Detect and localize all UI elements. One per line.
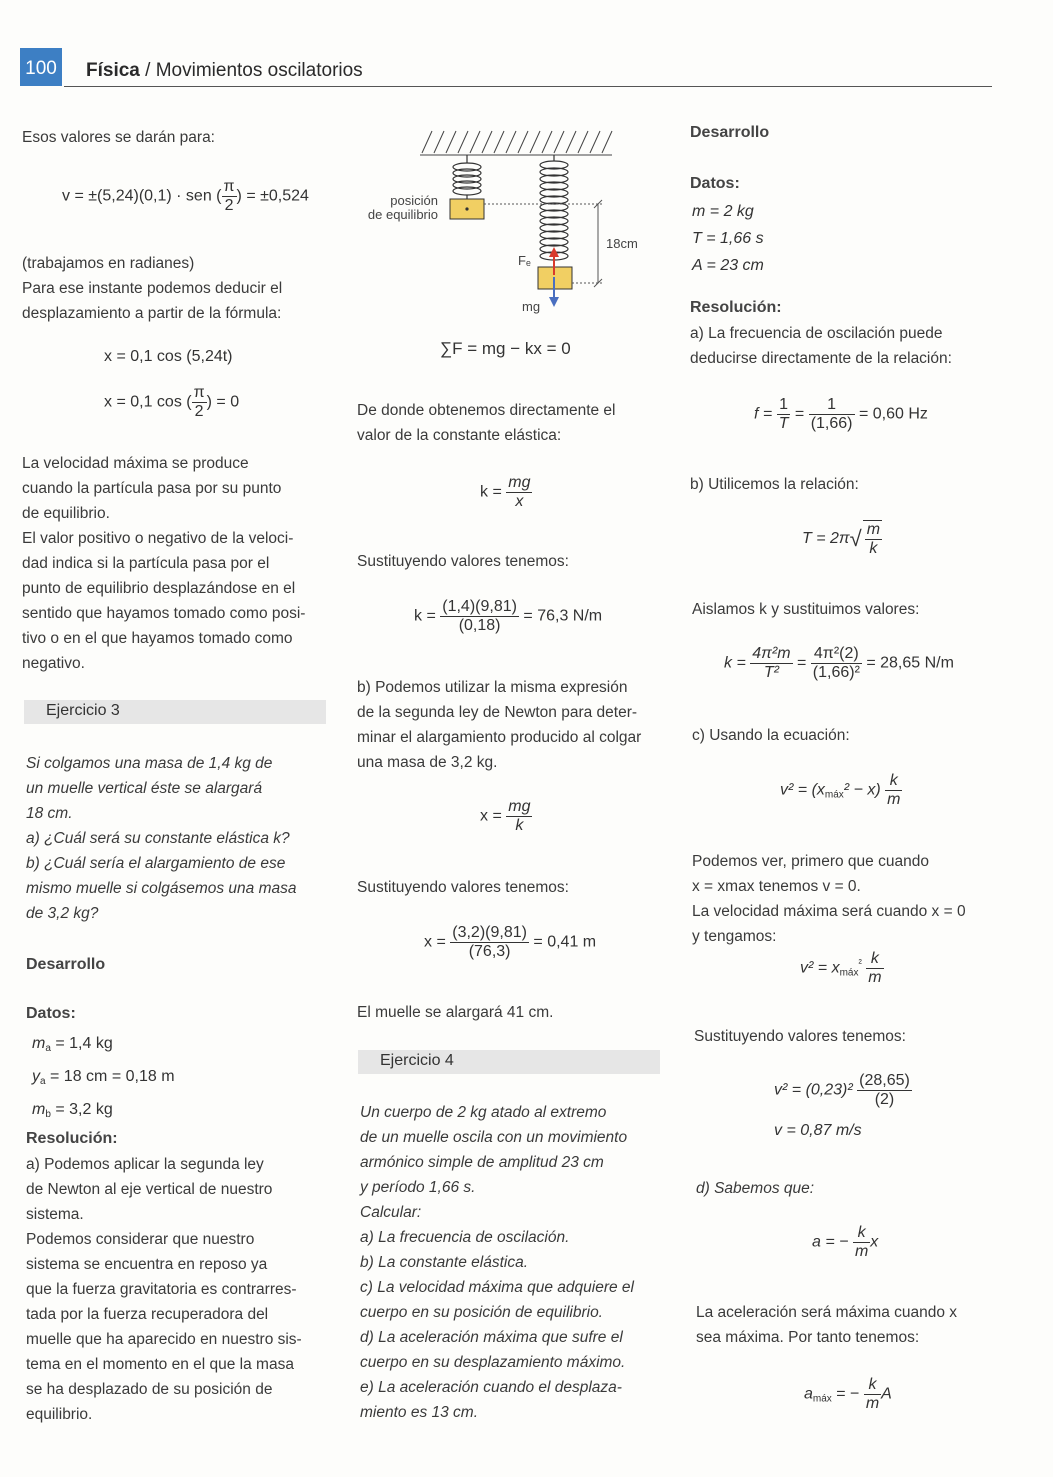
datos-item: T = 1,66 s xyxy=(692,230,764,247)
label-mg: mg xyxy=(522,299,541,314)
eq-v4 xyxy=(774,1072,912,1109)
res-line: tema en el momento en el que la masa xyxy=(26,1356,294,1373)
eq-v3-sub: máx xyxy=(839,967,859,979)
col1-p4-line: negativo. xyxy=(22,655,85,672)
page-number: 100 xyxy=(20,48,62,86)
datos-sub: b xyxy=(45,1109,51,1120)
res-line: Podemos considerar que nuestro xyxy=(26,1231,255,1248)
res-line: a) Podemos aplicar la segunda ley xyxy=(26,1156,264,1173)
col1-desarrollo-heading: Desarrollo xyxy=(26,956,106,973)
eq-v2-lhs: v² = (x xyxy=(780,781,825,799)
col1-block2 xyxy=(22,251,342,326)
exercise-4-title: Ejercicio 4 xyxy=(380,1052,454,1069)
eq-f-n2: 1 xyxy=(809,396,855,415)
col3-block1 xyxy=(690,321,1020,371)
col1-p4-line: El valor positivo o negativo de la veloci- xyxy=(22,530,294,547)
ex4-line: b) La constante elástica. xyxy=(360,1254,529,1271)
ex4-line: miento es 13 cm. xyxy=(360,1404,479,1421)
ex3-line: 18 cm. xyxy=(26,805,73,822)
eq-v4-num: (28,65) xyxy=(859,1072,910,1089)
ex4-line: cuerpo en su desplazamiento máximo. xyxy=(360,1354,626,1371)
col2-p4 xyxy=(357,875,667,900)
eq-v-num: π xyxy=(223,178,235,195)
res-line: equilibrio. xyxy=(26,1406,93,1423)
col3-p8-line: sea máxima. Por tanto tenemos: xyxy=(696,1329,920,1346)
col3-p1-line: a) La frecuencia de oscilación puede xyxy=(690,325,943,342)
ex4-line: armónico simple de amplitud 23 cm xyxy=(360,1154,604,1171)
eq-v5: v = 0,87 m/s xyxy=(774,1122,862,1139)
eq-k2-num: (1,4)(9,81) xyxy=(442,598,517,615)
eq-k3-n2: 4π²(2) xyxy=(811,645,862,664)
eq-k3-n1: 4π²m xyxy=(752,645,791,662)
header-rule xyxy=(64,86,992,87)
col3-desarrollo-heading: Desarrollo xyxy=(690,124,770,141)
datos-item: m = 2 kg xyxy=(692,203,754,220)
eq-x3-lhs: x = xyxy=(480,807,502,825)
eq-x2-rhs: ) = 0 xyxy=(206,393,240,411)
eq-x4-lhs: x = xyxy=(424,933,446,951)
col2-p2 xyxy=(357,549,667,574)
eq-f-rhs: = 0,60 Hz xyxy=(858,405,928,423)
ex3-line: b) ¿Cuál sería el alargamiento de ese xyxy=(26,855,286,872)
col3-p5-line: Podemos ver, primero que cuando xyxy=(692,853,929,870)
exercise-4-text xyxy=(360,1100,670,1425)
ex4-line: d) La aceleración máxima que sufre el xyxy=(360,1329,623,1346)
eq-v2-sub: máx xyxy=(824,789,844,801)
ex4-line: Calcular: xyxy=(360,1204,422,1221)
eq-amax-den: m xyxy=(865,1395,880,1412)
col2-block3 xyxy=(357,675,667,775)
col2-p1-line: De donde obtenemos directamente el xyxy=(357,402,616,419)
weight-arrowhead xyxy=(549,297,559,307)
datos-sub: a xyxy=(40,1076,46,1087)
col2-p5 xyxy=(357,1000,667,1025)
label-fe: Fₑ xyxy=(518,253,531,268)
eq-v4-lhs: v² = (0,23)² xyxy=(774,1081,853,1099)
ex3-line: Si colgamos una masa de 1,4 kg de xyxy=(26,755,273,772)
res-line: que la fuerza gravitatoria es contrarres- xyxy=(26,1281,297,1298)
col1-resolucion-text xyxy=(26,1152,346,1427)
res-line: tada por la fuerza recuperadora del xyxy=(26,1306,269,1323)
label-posicion: posición xyxy=(390,193,438,208)
eq-k1-lhs: k = xyxy=(480,483,502,501)
col3-datos-list xyxy=(692,198,764,279)
eq-v-rhs: ) = ±0,524 xyxy=(236,187,309,205)
col1-p3-line: desplazamiento a partir de la fórmula: xyxy=(22,305,282,322)
col2-p3-line: minar el alargamiento producido al colgar xyxy=(357,729,642,746)
datos-sym: m xyxy=(32,1035,46,1052)
eq-k1-num: mg xyxy=(508,474,531,491)
exercise-3-text xyxy=(26,751,346,926)
label-distance: 18cm xyxy=(606,236,638,251)
eq-k3-d2: (1,66)² xyxy=(812,664,860,681)
col2-block1 xyxy=(357,398,667,448)
col3-p5-line: y tengamos: xyxy=(692,928,777,945)
eq-x3-num: mg xyxy=(508,798,531,815)
eq-amax-rhs: A xyxy=(881,1385,892,1403)
eq-v-lhs: v = ±(5,24)(0,1) · sen ( xyxy=(62,187,222,205)
col3-p4 xyxy=(692,723,1022,748)
col1-intro xyxy=(22,125,342,150)
ex4-line: cuerpo en su posición de equilibrio. xyxy=(360,1304,603,1321)
exercise-3-title: Ejercicio 3 xyxy=(46,702,120,719)
eq-k2-lhs: k = xyxy=(414,607,436,625)
eq-v3-lhs: v² = x xyxy=(800,959,840,977)
eq-k3-rhs: = 28,65 N/m xyxy=(866,654,954,672)
col3-p8-line: La aceleración será máxima cuando x xyxy=(696,1304,958,1321)
col3-p2 xyxy=(690,472,1020,497)
ex3-line: de 3,2 kg? xyxy=(26,905,99,922)
eq-x1: x = 0,1 cos (5,24t) xyxy=(104,348,233,365)
col1-block3 xyxy=(22,451,342,676)
eq-f-d2: (1,66) xyxy=(810,415,853,432)
res-line: de Newton al eje vertical de nuestro xyxy=(26,1181,273,1198)
col1-resolucion-heading: Resolución: xyxy=(26,1130,118,1147)
col3-p7 xyxy=(696,1176,1026,1201)
spring-diagram xyxy=(350,125,640,325)
col1-p4-line: dad indica si la partícula pasa por el xyxy=(22,555,270,572)
ex3-line: mismo muelle si colgásemos una masa xyxy=(26,880,297,897)
eq-amax-lhs: a xyxy=(804,1385,813,1403)
eq-a-lhs: a = − xyxy=(812,1233,849,1251)
sqrt-icon: √ xyxy=(849,526,862,551)
eq-a-den: m xyxy=(854,1243,869,1260)
label-equilibrio: de equilibrio xyxy=(367,207,438,222)
eq-sum-forces: ∑F = mg − kx = 0 xyxy=(440,339,571,358)
col1-datos-heading: Datos: xyxy=(26,1005,76,1022)
col3-p5-line: x = xmax tenemos v = 0. xyxy=(692,878,861,895)
header-chapter: Movimientos oscilatorios xyxy=(155,60,363,81)
col2-p3-line: una masa de 3,2 kg. xyxy=(357,754,498,771)
col2-p2-line: Sustituyendo valores tenemos: xyxy=(357,553,569,570)
col1-p2: (trabajamos en radianes) xyxy=(22,255,195,272)
eq-amax xyxy=(804,1376,892,1413)
eq-T-den: k xyxy=(869,540,878,557)
datos-item xyxy=(32,1096,175,1129)
eq-a-rhs: x xyxy=(870,1233,879,1251)
eq-amax-sub: máx xyxy=(812,1393,832,1405)
ex4-line: c) La velocidad máxima que adquiere el xyxy=(360,1279,634,1296)
datos-item xyxy=(32,1030,175,1063)
eq-x4-rhs: = 0,41 m xyxy=(533,933,597,951)
col1-p4-line: tivo o en el que hayamos tomado como xyxy=(22,630,293,647)
col3-p6-line: Sustituyendo valores tenemos: xyxy=(694,1028,906,1045)
eq-x2 xyxy=(104,384,239,421)
eq-v-den: 2 xyxy=(224,197,234,214)
col3-p2-line: b) Utilicemos la relación: xyxy=(690,476,859,493)
eq-x4-num: (3,2)(9,81) xyxy=(452,924,527,941)
ex3-line: a) ¿Cuál será su constante elástica k? xyxy=(26,830,290,847)
col3-p6 xyxy=(694,1024,1024,1049)
eq-x2-den: 2 xyxy=(194,403,204,420)
eq-k3-d1: T² xyxy=(763,664,779,681)
eq-v2-mid: ² − x) xyxy=(843,781,881,799)
datos-item: A = 23 cm xyxy=(692,257,764,274)
eq-x2-num: π xyxy=(193,384,205,401)
col3-block5 xyxy=(692,849,1022,949)
header-separator: / xyxy=(139,60,156,81)
eq-T-lhs: T = 2π xyxy=(802,530,850,548)
header-subject: Física xyxy=(86,60,140,81)
datos-sym: m xyxy=(32,1101,46,1118)
eq-k2 xyxy=(414,598,602,635)
ex4-line: a) La frecuencia de oscilación. xyxy=(360,1229,570,1246)
spring-unstretched xyxy=(453,155,481,199)
ex4-line: de un muelle oscila con un movimiento xyxy=(360,1129,628,1146)
col1-p4-line: punto de equilibrio desplazándose en el xyxy=(22,580,296,597)
eq-x3-den: k xyxy=(515,817,524,834)
col3-p3 xyxy=(692,597,1022,622)
eq-amax-num: k xyxy=(864,1376,881,1395)
exercise-3-bar xyxy=(24,700,326,724)
eq-acceleration xyxy=(812,1224,878,1261)
res-line: sistema se encuentra en reposo ya xyxy=(26,1256,268,1273)
col1-datos-list xyxy=(32,1030,175,1129)
eq-a-num: k xyxy=(853,1224,870,1243)
eq-x2-lhs: x = 0,1 cos ( xyxy=(104,393,192,411)
eq-k3-lhs: k = xyxy=(724,654,746,672)
res-line: sistema. xyxy=(26,1206,84,1223)
col2-p5-line: El muelle se alargará 41 cm. xyxy=(357,1004,554,1021)
col3-resolucion-heading: Resolución: xyxy=(690,299,782,316)
ex4-line: Un cuerpo de 2 kg atado al extremo xyxy=(360,1104,607,1121)
col2-p3-line: de la segunda ley de Newton para deter- xyxy=(357,704,638,721)
eq-x4 xyxy=(424,924,596,961)
col3-block8 xyxy=(696,1300,1026,1350)
col3-p7-line: d) Sabemos que: xyxy=(696,1180,815,1197)
running-header xyxy=(86,60,363,82)
mass-center-dot xyxy=(465,207,468,210)
col3-datos-heading: Datos: xyxy=(690,175,740,192)
eq-k1-den: x xyxy=(515,493,524,510)
col1-p4-line: de equilibrio. xyxy=(22,505,110,522)
eq-k2-den: (0,18) xyxy=(458,617,501,634)
eq-amax-mid: = − xyxy=(831,1385,860,1403)
eq-T-num: m xyxy=(866,521,881,538)
col1-p4-line: La velocidad máxima se produce xyxy=(22,455,249,472)
datos-val: = 18 cm = 0,18 m xyxy=(45,1068,175,1085)
ex4-line: y período 1,66 s. xyxy=(360,1179,476,1196)
ex3-line: un muelle vertical éste se alargará xyxy=(26,780,263,797)
col1-p3-line: Para ese instante podemos deducir el xyxy=(22,280,283,297)
col3-p3-line: Aislamos k y sustituimos valores: xyxy=(692,601,920,618)
eq-v3-den: m xyxy=(868,969,882,986)
ceiling-hatch xyxy=(420,131,612,155)
eq-v4-den: (2) xyxy=(874,1091,895,1108)
col1-p4-line: cuando la partícula pasa por su punto xyxy=(22,480,282,497)
exercise-4-bar xyxy=(358,1050,660,1074)
col2-p3-line: b) Podemos utilizar la misma expresión xyxy=(357,679,628,696)
res-line: se ha desplazado de su posición de xyxy=(26,1381,273,1398)
col2-p1-line: valor de la constante elástica: xyxy=(357,427,562,444)
eq-v2-den: m xyxy=(887,791,901,808)
eq-f-lhs: f = xyxy=(754,405,773,423)
eq-v2-num: k xyxy=(885,772,902,791)
eq-v3-num: k xyxy=(866,950,883,969)
eq-x3 xyxy=(480,798,532,835)
datos-val: = 1,4 kg xyxy=(50,1035,113,1052)
col3-p4-line: c) Usando la ecuación: xyxy=(692,727,850,744)
eq-period xyxy=(802,520,882,558)
ex4-line: e) La aceleración cuando el desplaza- xyxy=(360,1379,622,1396)
datos-val: = 3,2 kg xyxy=(50,1101,113,1118)
eq-k1 xyxy=(480,474,532,511)
datos-sym: y xyxy=(32,1068,40,1085)
datos-item xyxy=(32,1063,175,1096)
datos-sub: a xyxy=(45,1043,51,1054)
res-line: muelle que ha aparecido en nuestro sis- xyxy=(26,1331,302,1348)
col2-p4-line: Sustituyendo valores tenemos: xyxy=(357,879,569,896)
eq-v2 xyxy=(780,772,902,809)
eq-k3: k = $\frac{\text{4π²m}}{\text{T²}}$ = $\frac{\text{4π²(2)}}{\text{(1,66)²}}$ = 28,65 N/m xyxy=(724,645,954,681)
col3-p5-line: La velocidad máxima será cuando x = 0 xyxy=(692,903,966,920)
eq-v3 xyxy=(800,950,884,987)
eq-frequency: f = $\frac{1}{T}$ = $\frac{1}{(1,66)}$ = 0,60 Hz xyxy=(754,396,928,432)
eq-k2-rhs: = 76,3 N/m xyxy=(523,607,603,625)
col1-p4-line: sentido que hayamos tomado como posi- xyxy=(22,605,306,622)
eq-velocity xyxy=(62,178,309,215)
eq-f-d1: T xyxy=(778,415,789,432)
eq-v3-sup: ² xyxy=(858,958,862,970)
eq-f-n1: 1 xyxy=(777,396,791,415)
col3-p1-line: deducirse directamente de la relación: xyxy=(690,350,952,367)
col1-p1: Esos valores se darán para: xyxy=(22,129,215,146)
eq-x4-den: (76,3) xyxy=(468,943,511,960)
